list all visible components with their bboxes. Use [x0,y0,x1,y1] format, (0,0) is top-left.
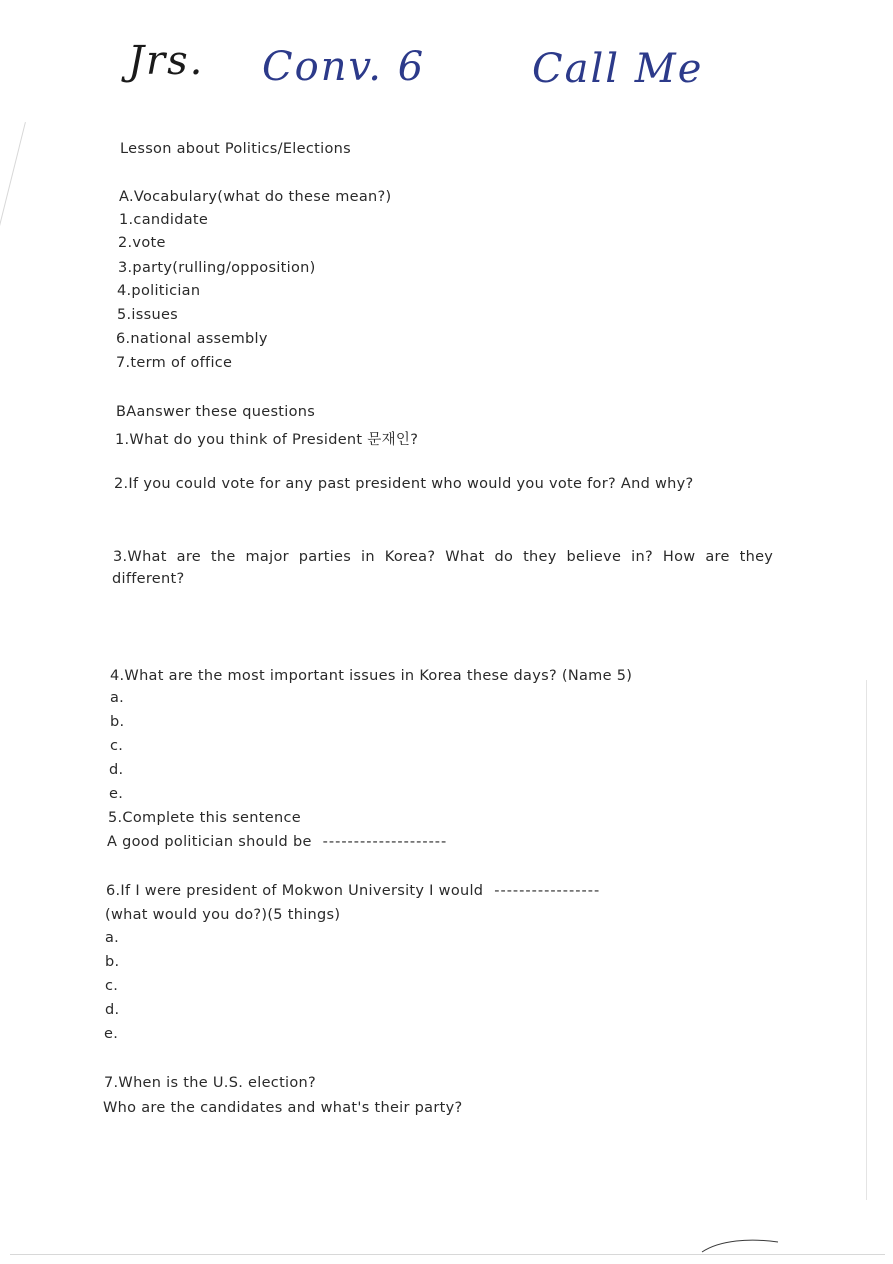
answer-letter: a. [105,930,120,946]
answer-blank: ----------------- [494,883,601,899]
answer-letter: e. [104,1026,119,1042]
vocab-item: 6.national assembly [116,331,268,347]
question-7-line-2: Who are the candidates and what's their party? [103,1100,463,1116]
vocab-item: 3.party(rulling/opposition) [118,260,316,276]
answer-letter: a. [110,690,125,706]
question-6-text: 6.If I were president of Mokwon University I would [106,883,484,899]
section-b-heading: BAanswer these questions [116,404,316,420]
scan-edge-line-bottom [10,1254,885,1255]
scan-speck-icon [700,1234,790,1254]
question-7-line-1: 7.When is the U.S. election? [104,1075,317,1091]
answer-letter: b. [105,954,120,970]
handwritten-grade: Jrs. [128,38,205,84]
question-1: 1.What do you think of President 문재인? [115,432,419,448]
scan-edge-line-right [866,680,867,1200]
vocab-item: 1.candidate [119,212,209,228]
vocab-item: 7.term of office [116,355,233,371]
answer-letter: c. [110,738,124,754]
question-4: 4.What are the most important issues in Korea these days? (Name 5) [110,668,633,684]
question-2: 2.If you could vote for any past president who would you vote for? And why? [114,476,694,492]
lesson-title: Lesson about Politics/Elections [120,141,351,157]
question-3-line-2: different? [112,571,185,587]
question-5-heading: 5.Complete this sentence [108,810,301,826]
question-6-line-1 [106,883,600,899]
handwritten-course: Conv. 6 [262,44,426,90]
answer-letter: c. [105,978,119,994]
scan-edge-line-left [0,122,26,258]
answer-letter: d. [105,1002,120,1018]
question-3-line-1: 3.What are the major parties in Korea? What do they believe in? How are they [113,549,774,565]
answer-blank: -------------------- [322,834,448,850]
vocab-item: 5.issues [117,307,179,323]
vocab-item: 2.vote [118,235,166,251]
question-6-line-2: (what would you do?)(5 things) [105,907,341,923]
section-a-heading: A.Vocabulary(what do these mean?) [119,189,392,205]
answer-letter: d. [109,762,124,778]
answer-letter: e. [109,786,124,802]
handwritten-title: Call Me [532,46,704,92]
question-5-prompt-line [107,834,447,850]
answer-letter: b. [110,714,125,730]
vocab-item: 4.politician [117,283,201,299]
question-5-prompt: A good politician should be [107,834,312,850]
